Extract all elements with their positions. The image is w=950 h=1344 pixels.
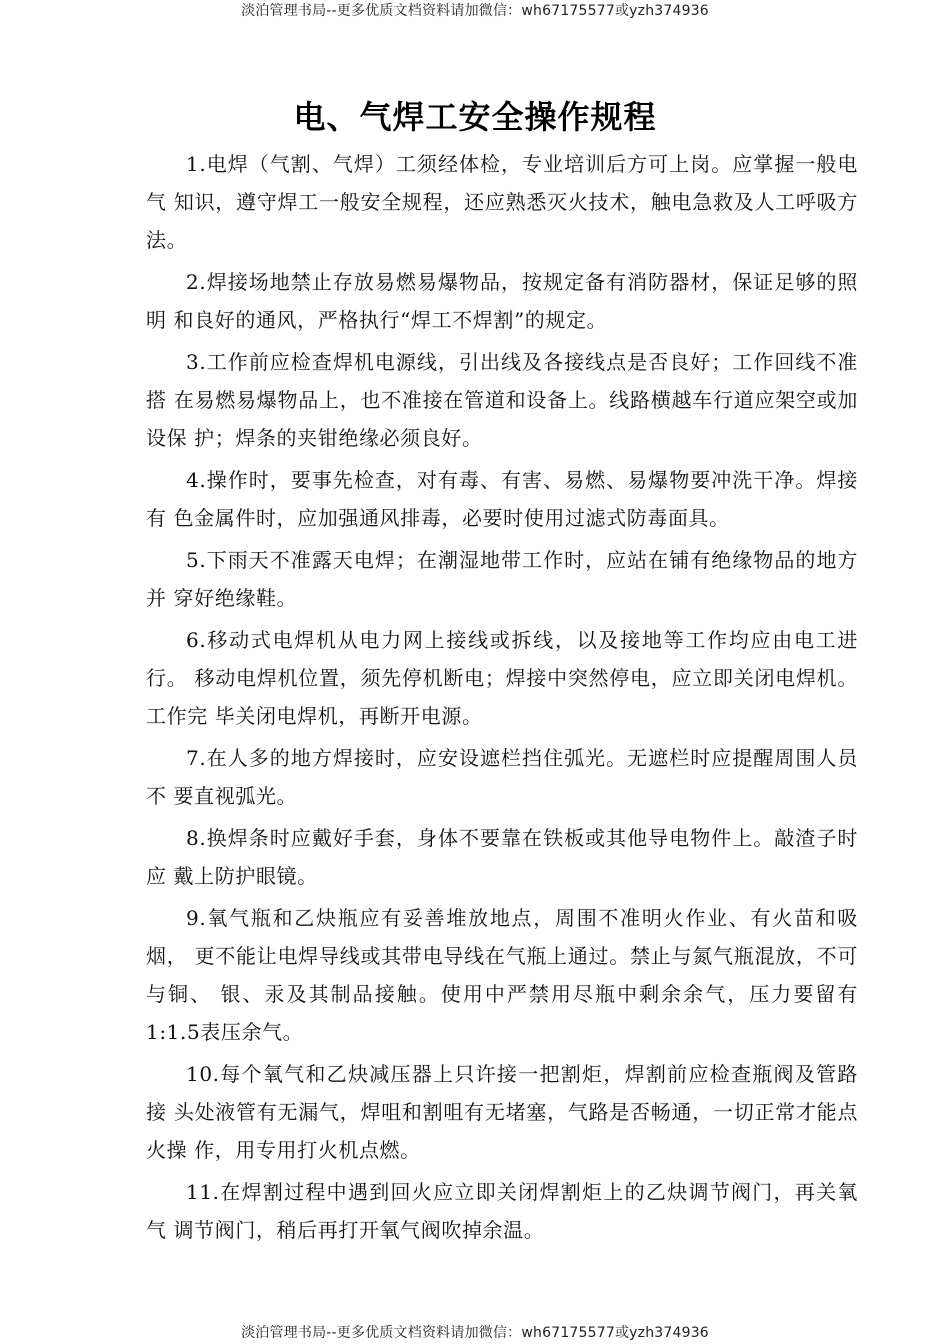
document-body [146, 145, 858, 1253]
paragraph-8: 8.换焊条时应戴好手套，身体不要靠在铁板或其他导电物件上。敲渣子时应 戴上防护眼镜。 [146, 826, 858, 888]
paragraph-3: 3.工作前应检查焊机电源线，引出线及各接线点是否良好；工作回线不准搭 在易燃易爆物品上，也不准接在管道和设备上。线路横越车行道应架空或加设保 护；焊条的夹钳绝缘必须良好。 [146, 350, 858, 450]
paragraph-10: 10.每个氧气和乙炔减压器上只许接一把割炬，焊割前应检查瓶阀及管路接 头处液管有无漏气，焊咀和割咀有无堵塞，气路是否畅通，一切正常才能点火操 作，用专用打火机点燃。 [146, 1062, 858, 1162]
paragraph-11: 11.在焊割过程中遇到回火应立即关闭焊割炬上的乙炔调节阀门，再关氧气 调节阀门，稍后再打开氧气阀吹掉余温。 [146, 1180, 858, 1242]
paragraph-9: 9.氧气瓶和乙炔瓶应有妥善堆放地点，周围不准明火作业、有火苗和吸烟， 更不能让电焊导线或其带电导线在气瓶上通过。禁止与氮气瓶混放，不可与铜、 银、汞及其制品接触。使用中严禁用尽瓶中剩余余气，压力要留有1:1.5表压余气。 [146, 906, 858, 1044]
document-title: 电、气焊工安全操作规程 [293, 98, 657, 136]
paragraph-4: 4.操作时，要事先检查，对有毒、有害、易燃、易爆物要冲洗干净。焊接有 色金属件时，应加强通风排毒，必要时使用过滤式防毒面具。 [146, 468, 858, 530]
paragraph-1: 1.电焊（气割、气焊）工须经体检，专业培训后方可上岗。应掌握一般电气 知识，遵守焊工一般安全规程，还应熟悉灭火技术，触电急救及人工呼吸方法。 [146, 152, 858, 252]
paragraph-5: 5.下雨天不准露天电焊；在潮湿地带工作时，应站在铺有绝缘物品的地方并 穿好绝缘鞋。 [146, 548, 858, 610]
paragraph-6: 6.移动式电焊机从电力网上接线或拆线，以及接地等工作均应由电工进行。 移动电焊机位置，须先停机断电；焊接中突然停电，应立即关闭电焊机。工作完 毕关闭电焊机，再断开电源。 [146, 628, 858, 728]
paragraph-2: 2.焊接场地禁止存放易燃易爆物品，按规定备有消防器材，保证足够的照明 和良好的通风，严格执行“焊工不焊割”的规定。 [146, 270, 858, 332]
paragraph-7: 7.在人多的地方焊接时，应安设遮栏挡住弧光。无遮栏时应提醒周围人员不 要直视弧光。 [146, 746, 858, 808]
page-header: 淡泊管理书局--更多优质文档资料请加微信：wh67175577或yzh374936 [241, 3, 709, 19]
page-footer: 淡泊管理书局--更多优质文档资料请加微信：wh67175577或yzh374936 [241, 1325, 709, 1341]
